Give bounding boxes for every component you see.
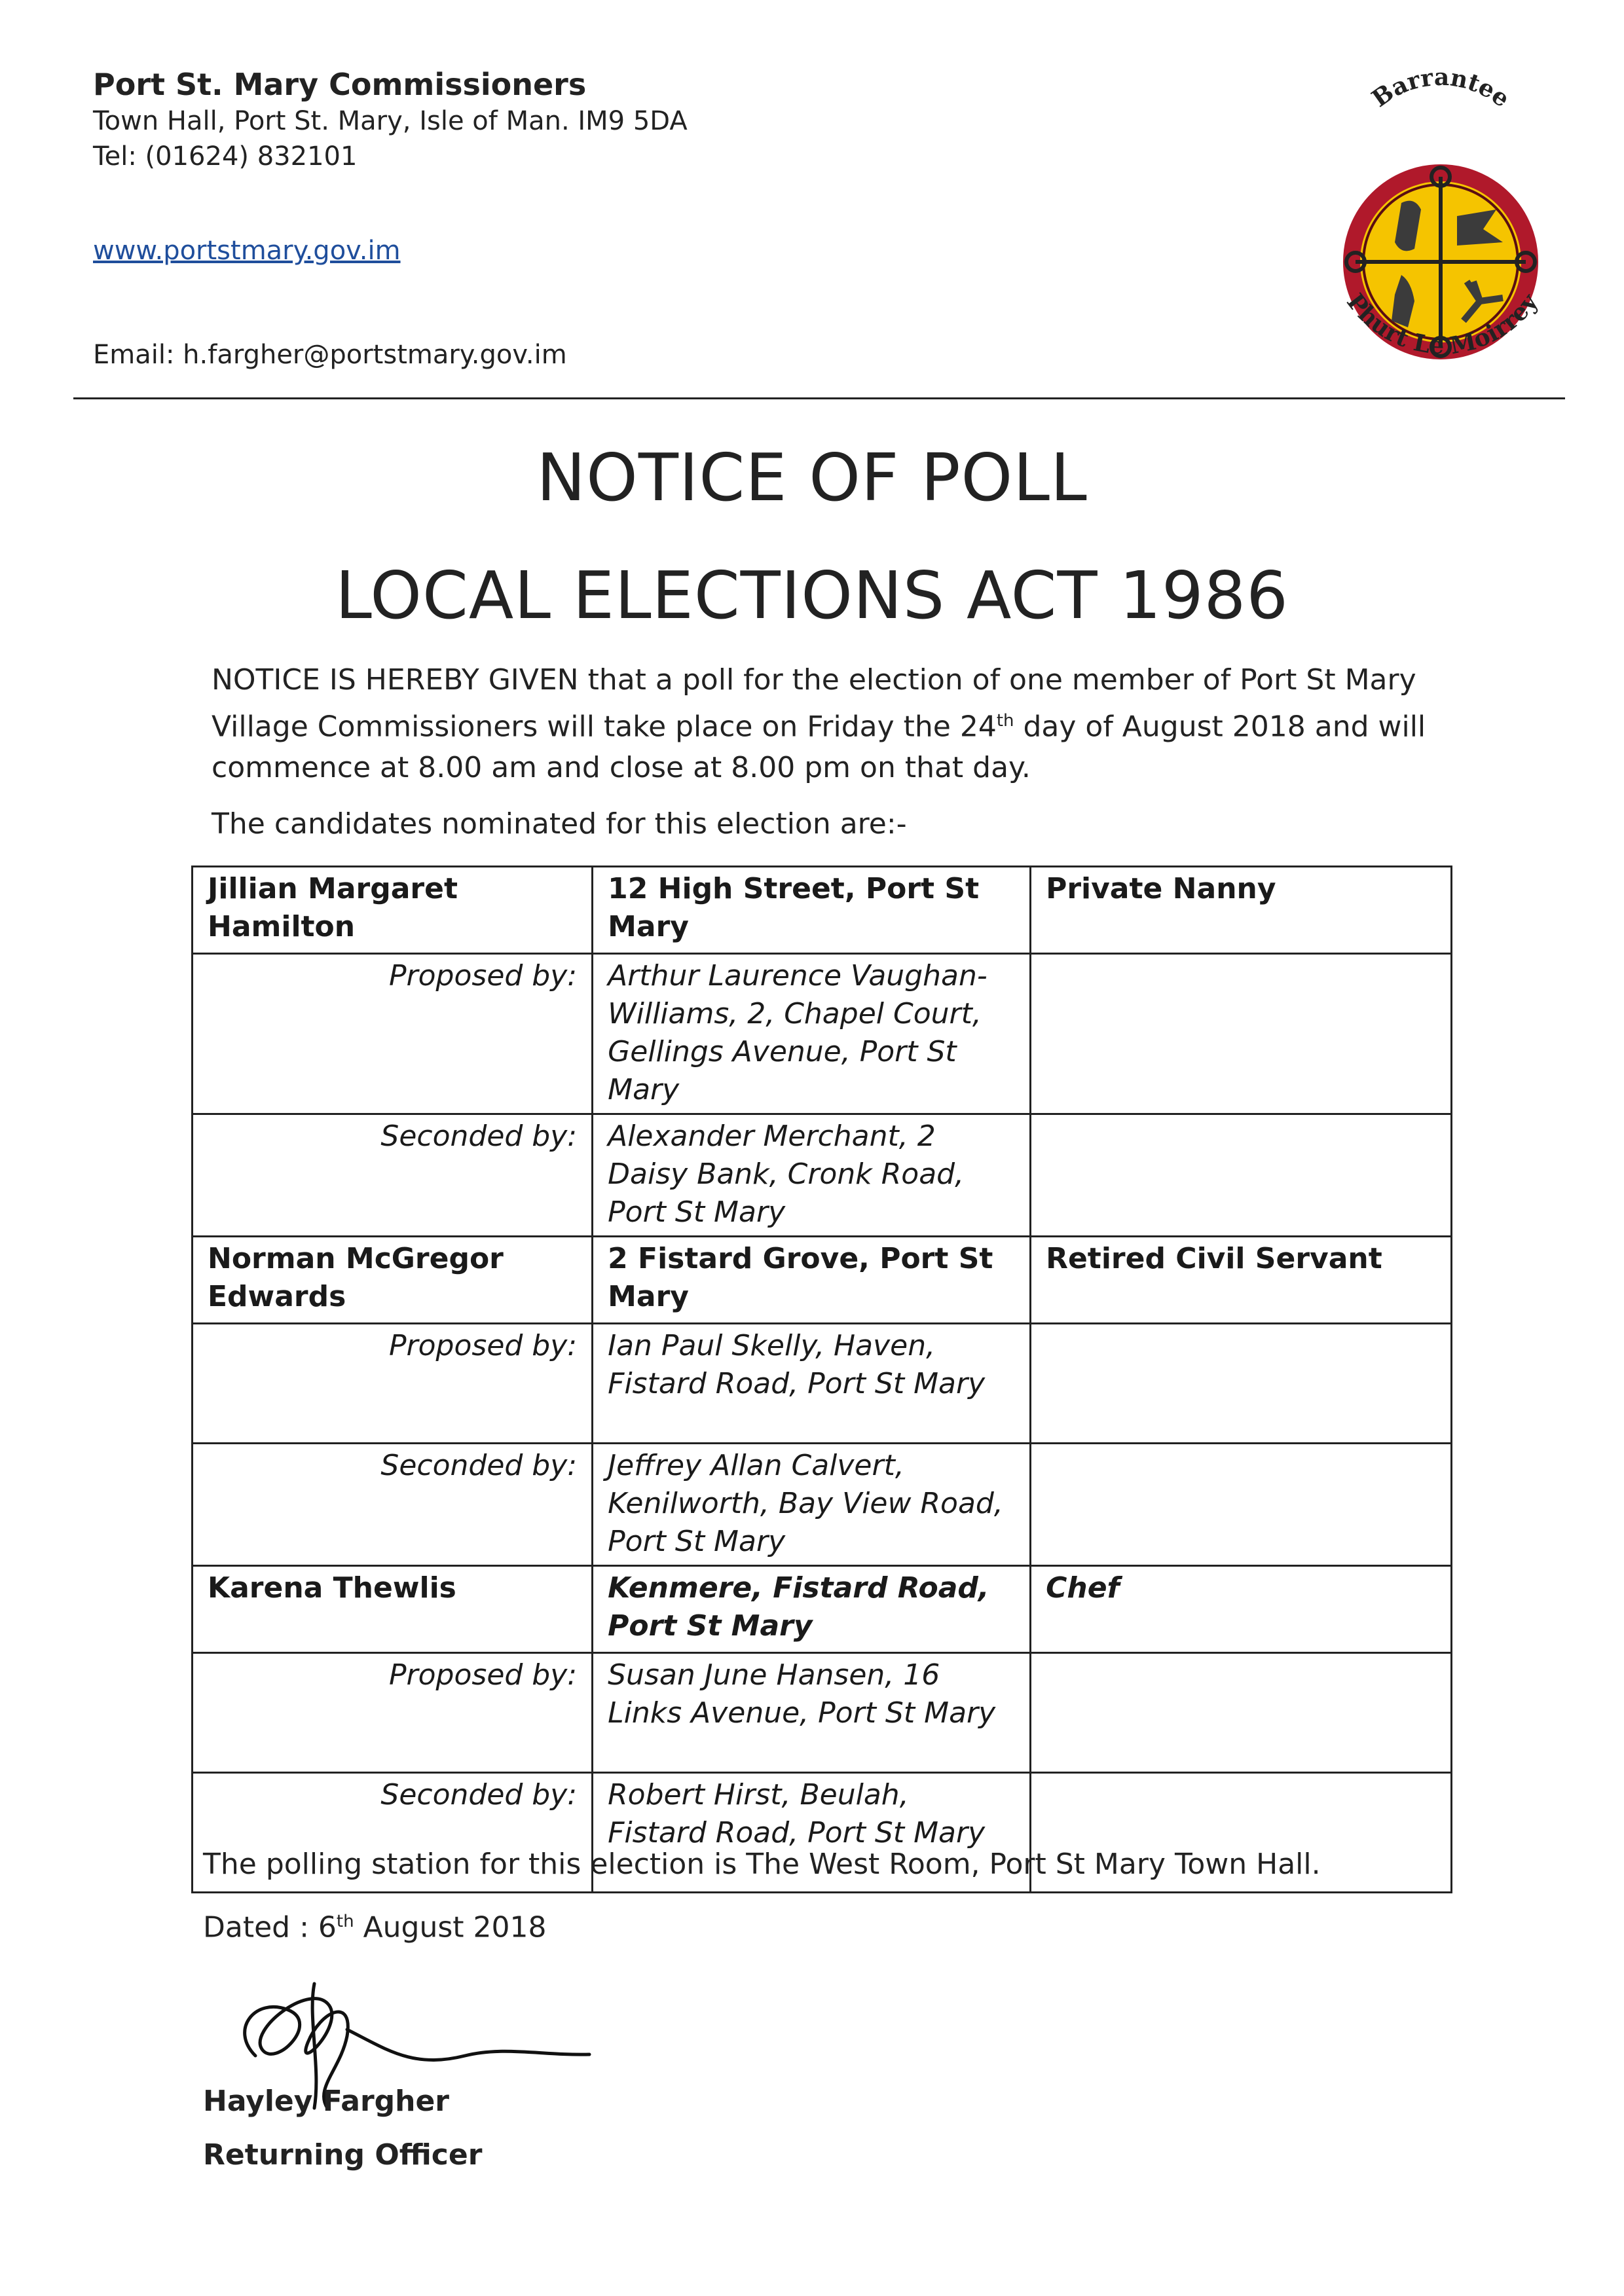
empty-cell xyxy=(1031,1114,1452,1237)
empty-cell xyxy=(1031,1444,1452,1566)
proposed-by-label: Proposed by: xyxy=(193,1324,593,1444)
candidate-name: Norman McGregor Edwards xyxy=(193,1237,593,1324)
proposer-details: Susan June Hansen, 16 Links Avenue, Port St Mary xyxy=(593,1653,1031,1773)
dated-suffix: August 2018 xyxy=(354,1910,547,1944)
logo-bottom-text: Phurt Le Moirrey xyxy=(1341,288,1543,360)
seconder-details: Robert Hirst, Beulah, Fistard Road, Port St Mary xyxy=(593,1773,1031,1893)
proposer-details: Arthur Laurence Vaughan-Williams, 2, Chapel Court, Gellings Avenue, Port St Mary xyxy=(593,954,1031,1114)
proposed-by-label: Proposed by: xyxy=(193,954,593,1114)
candidates-intro: The candidates nominated for this election are:- xyxy=(212,807,907,841)
svg-text:Barrantee xyxy=(1367,65,1515,113)
email-address: Email: h.fargher@portstmary.gov.im xyxy=(93,340,567,370)
notice-text-2: day of August 2018 and will commence at 8.00 am and close at 8.00 pm on that day. xyxy=(212,710,1426,784)
signer-name: Hayley Fargher xyxy=(203,2085,449,2118)
candidate-row xyxy=(193,1566,1452,1653)
dated-prefix: Dated : 6 xyxy=(203,1910,337,1944)
logo-top-text: Barrantee xyxy=(1367,65,1515,113)
notice-paragraph xyxy=(212,660,1469,788)
seconded-by-label: Seconded by: xyxy=(193,1773,593,1893)
website-link[interactable]: www.portstmary.gov.im xyxy=(93,236,401,266)
org-telephone: Tel: (01624) 832101 xyxy=(93,141,358,172)
proposer-row xyxy=(193,1324,1452,1444)
candidate-name: Jillian Margaret Hamilton xyxy=(193,867,593,954)
org-name: Port St. Mary Commissioners xyxy=(93,67,587,102)
candidate-occupation: Chef xyxy=(1031,1566,1452,1653)
act-title: LOCAL ELECTIONS ACT 1986 xyxy=(335,557,1289,634)
seconder-row xyxy=(193,1444,1452,1566)
candidate-address: 12 High Street, Port St Mary xyxy=(593,867,1031,954)
proposer-row xyxy=(193,954,1452,1114)
dated-ordinal: th xyxy=(336,1912,354,1931)
proposer-row xyxy=(193,1653,1452,1773)
candidate-address: 2 Fistard Grove, Port St Mary xyxy=(593,1237,1031,1324)
org-address: Town Hall, Port St. Mary, Isle of Man. IM9 5DA xyxy=(93,106,688,136)
seconder-details: Alexander Merchant, 2 Daisy Bank, Cronk Road, Port St Mary xyxy=(593,1114,1031,1237)
seconder-details: Jeffrey Allan Calvert, Kenilworth, Bay View Road, Port St Mary xyxy=(593,1444,1031,1566)
letterhead xyxy=(93,65,1337,174)
seconder-row xyxy=(193,1114,1452,1237)
proposed-by-label: Proposed by: xyxy=(193,1653,593,1773)
candidate-name: Karena Thewlis xyxy=(193,1566,593,1653)
notice-text-1: NOTICE IS HEREBY GIVEN that a poll for the election of one member of Port St Mary Village Commissioners will take place on Friday the 24 xyxy=(212,663,1416,744)
empty-cell xyxy=(1031,954,1452,1114)
candidates-table xyxy=(191,866,1452,1893)
header-divider xyxy=(73,397,1565,399)
candidate-address: Kenmere, Fistard Road, Port St Mary xyxy=(593,1566,1031,1653)
seconded-by-label: Seconded by: xyxy=(193,1444,593,1566)
candidate-row xyxy=(193,1237,1452,1324)
candidate-occupation: Retired Civil Servant xyxy=(1031,1237,1452,1324)
signer-role: Returning Officer xyxy=(203,2138,483,2172)
empty-cell xyxy=(1031,1653,1452,1773)
candidate-occupation: Private Nanny xyxy=(1031,867,1452,954)
seconded-by-label: Seconded by: xyxy=(193,1114,593,1237)
empty-cell xyxy=(1031,1324,1452,1444)
dated-line xyxy=(203,1902,547,1948)
commissioners-crest-logo xyxy=(1323,65,1559,367)
candidate-row xyxy=(193,867,1452,954)
notice-title: NOTICE OF POLL xyxy=(536,439,1088,516)
proposer-details: Ian Paul Skelly, Haven, Fistard Road, Port St Mary xyxy=(593,1324,1031,1444)
notice-ordinal: th xyxy=(996,711,1014,731)
polling-station-text: The polling station for this election is The West Room, Port St Mary Town Hall. xyxy=(203,1848,1321,1881)
